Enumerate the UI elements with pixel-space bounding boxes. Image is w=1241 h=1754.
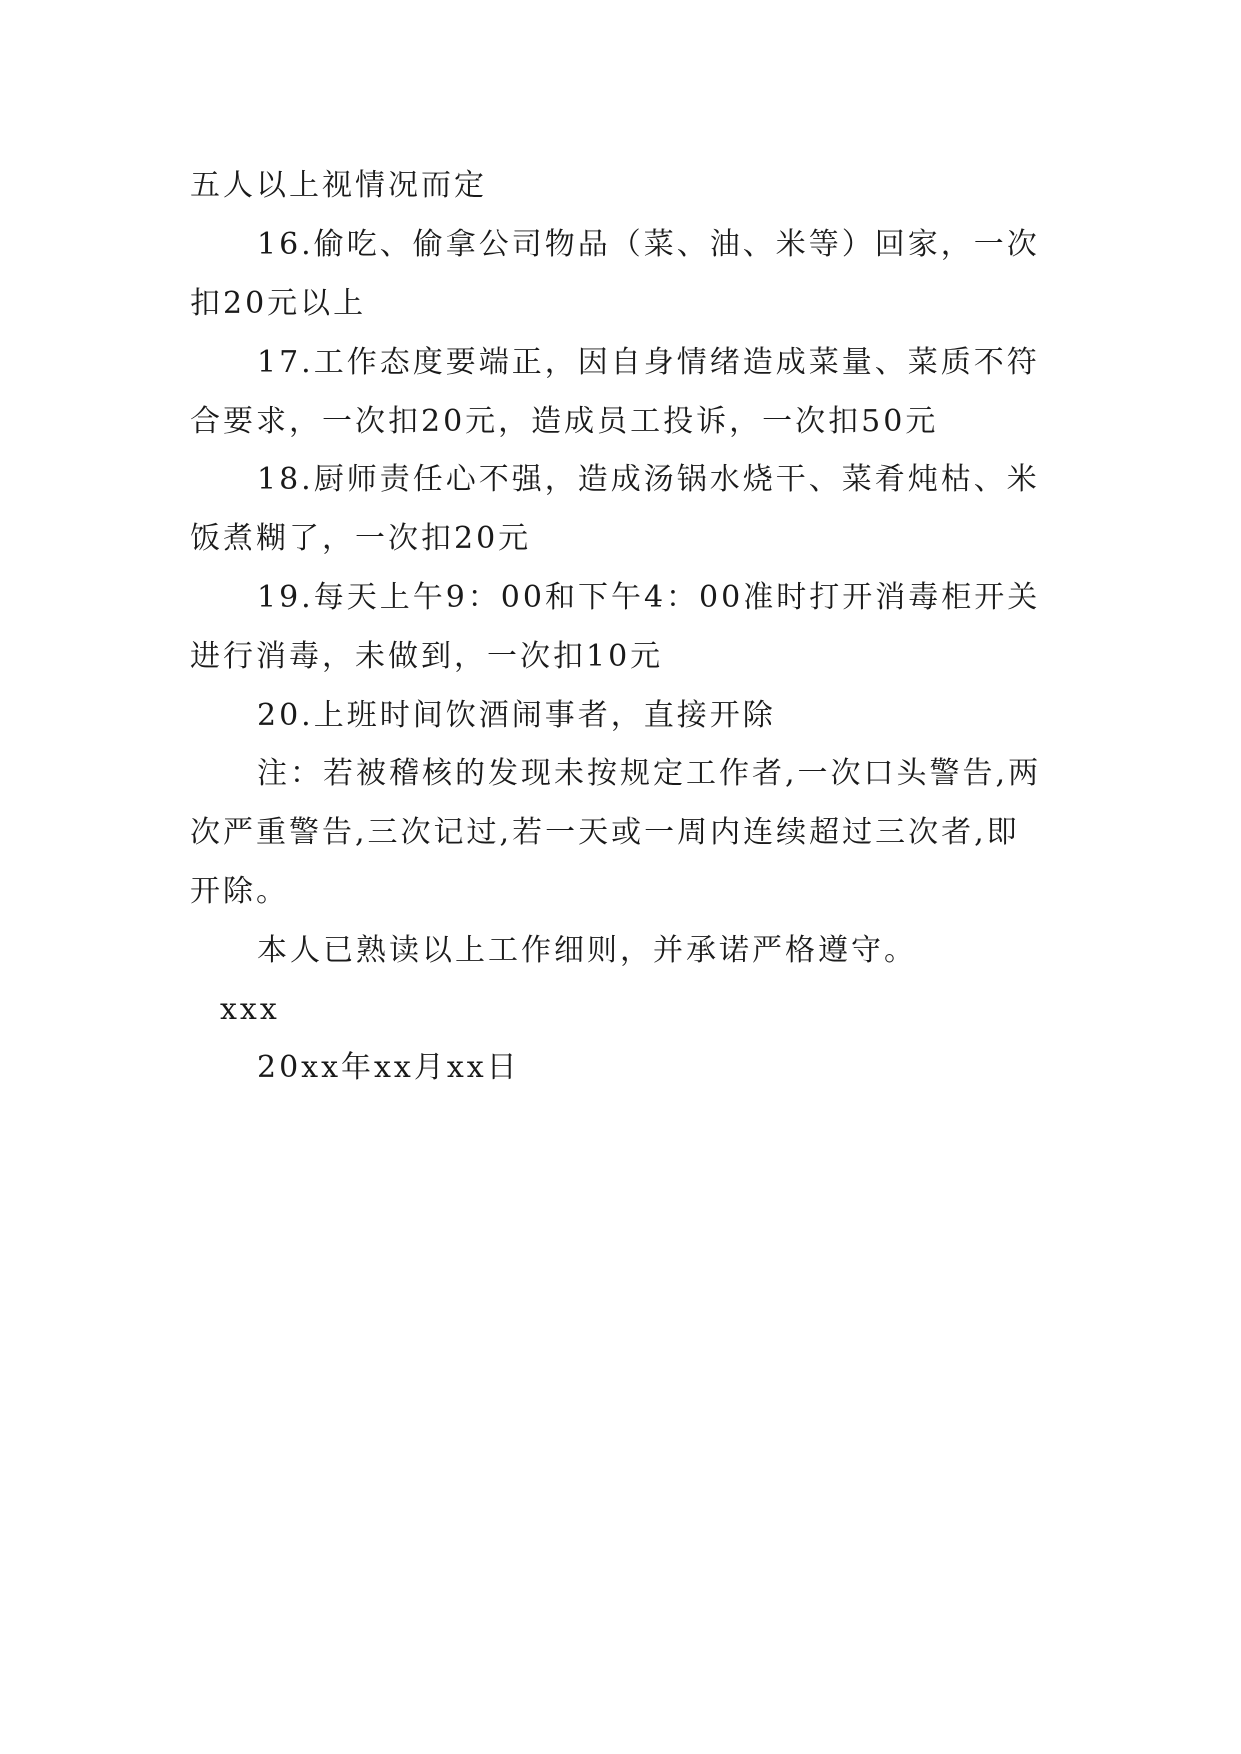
rule-16-line-1: 16.偷吃、偷拿公司物品（菜、油、米等）回家，一次 [257, 227, 1040, 262]
acknowledgement-statement: 本人已熟读以上工作细则，并承诺严格遵守。 [257, 933, 917, 968]
signature-name: xxx [220, 992, 280, 1027]
rule-19-line-2: 进行消毒，未做到，一次扣10元 [190, 639, 664, 674]
rule-20: 20.上班时间饮酒闹事者，直接开除 [257, 698, 776, 733]
note-line-2: 次严重警告,三次记过,若一天或一周内连续超过三次者,即 [190, 815, 1020, 850]
note-line-1: 注：若被稽核的发现未按规定工作者,一次口头警告,两 [257, 756, 1042, 791]
rule-17-line-2: 合要求，一次扣20元，造成员工投诉，一次扣50元 [190, 404, 939, 439]
rule-19-line-1: 19.每天上午9：00和下午4：00准时打开消毒柜开关 [257, 580, 1041, 615]
rule-16-line-2: 扣20元以上 [190, 286, 367, 321]
rule-15-continuation: 五人以上视情况而定 [190, 168, 487, 203]
rule-17-line-1: 17.工作态度要端正，因自身情绪造成菜量、菜质不符 [257, 345, 1040, 380]
note-line-3: 开除。 [190, 874, 289, 909]
rule-18-line-1: 18.厨师责任心不强，造成汤锅水烧干、菜肴炖枯、米 [257, 462, 1040, 497]
rule-18-line-2: 饭煮糊了，一次扣20元 [190, 521, 532, 556]
signature-date: 20xx年xx月xx日 [257, 1050, 520, 1085]
